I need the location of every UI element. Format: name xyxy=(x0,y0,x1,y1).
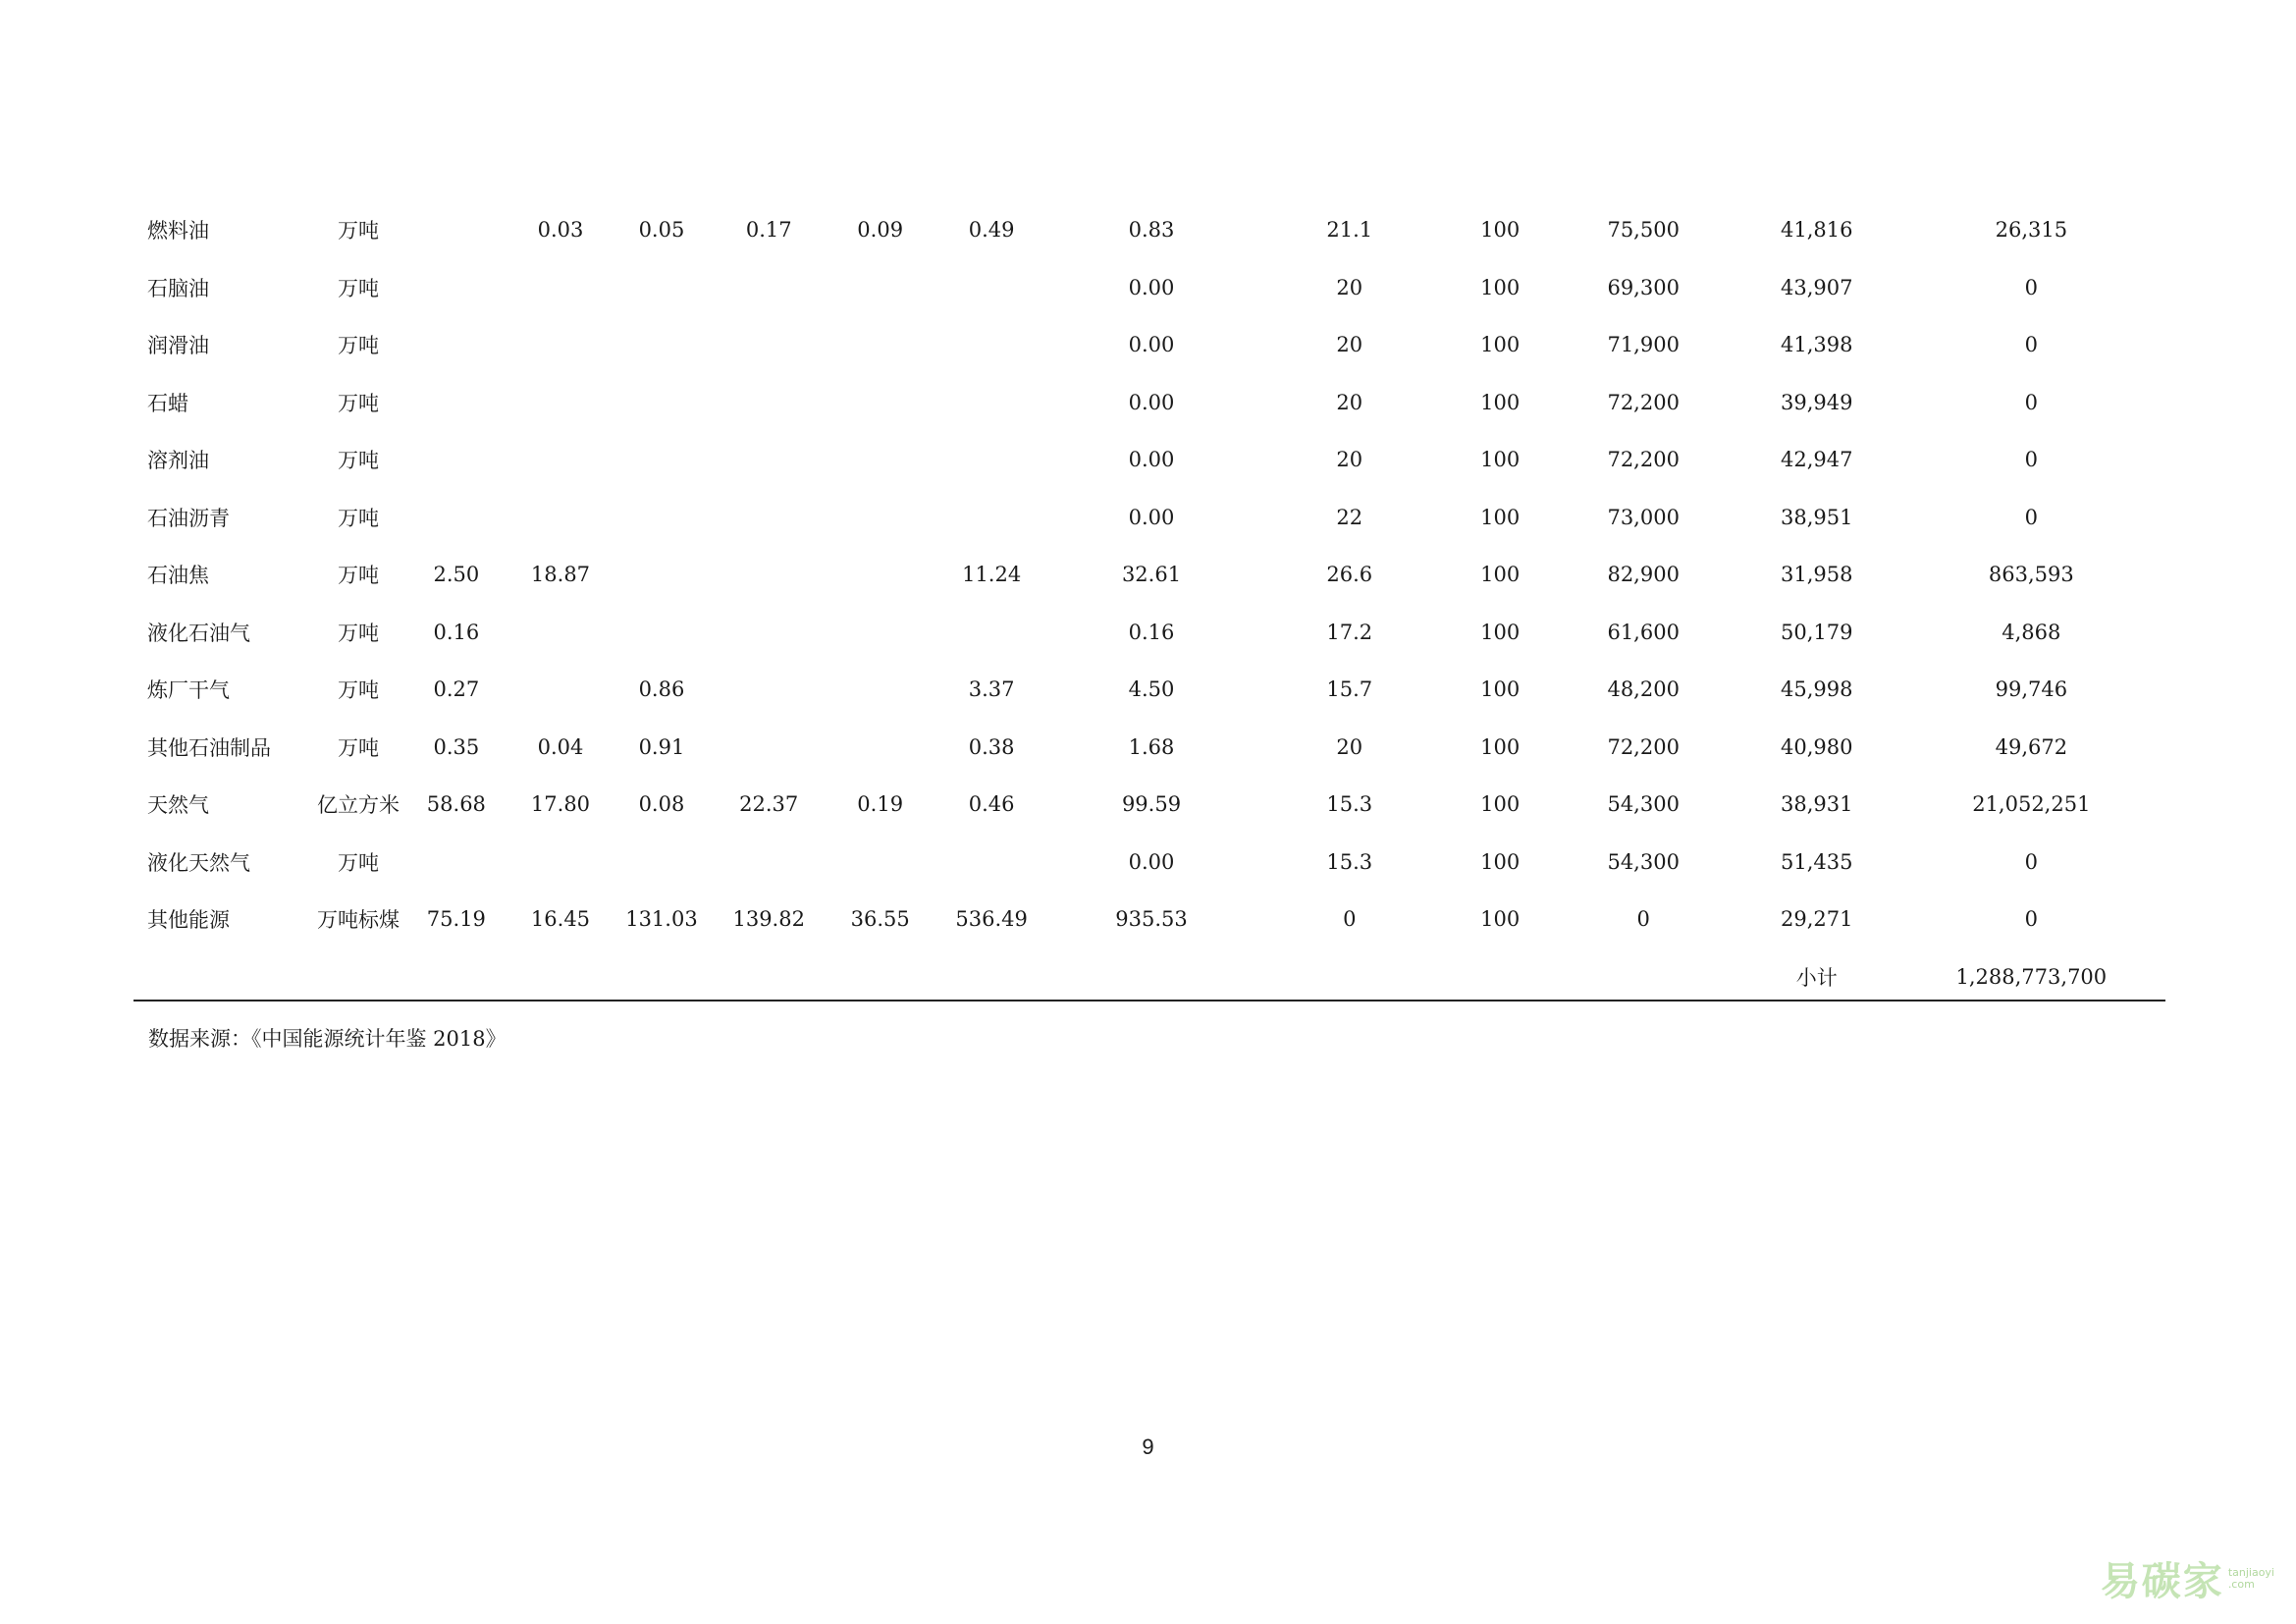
cell-unit: 万吨 xyxy=(338,564,380,588)
cell-c6 xyxy=(930,431,1053,489)
cell-total: 0.00 xyxy=(1128,390,1175,414)
cell-c3 xyxy=(616,259,707,317)
table-row xyxy=(133,489,2165,547)
cell-c5 xyxy=(830,259,930,317)
cell-oxidation: 100 xyxy=(1480,792,1521,817)
cell-unit: 万吨 xyxy=(338,276,380,300)
cell-emission: 42,947 xyxy=(1780,448,1853,472)
cell-oxidation: 100 xyxy=(1480,275,1521,299)
cell-heat: 20 xyxy=(1336,390,1363,414)
cell-unit: 万吨 xyxy=(338,334,380,358)
cell-c5 xyxy=(830,661,930,719)
cell-c3 xyxy=(616,316,707,374)
cell-co2: 21,052,251 xyxy=(1972,792,2091,817)
cell-c2 xyxy=(505,316,615,374)
cell-unit: 万吨 xyxy=(338,391,380,415)
cell-c2 xyxy=(505,431,615,489)
table-row xyxy=(133,891,2165,948)
cell-c4 xyxy=(707,834,830,892)
cell-c6: 11.24 xyxy=(962,563,1022,587)
cell-c4 xyxy=(707,604,830,662)
cell-co2: 4,868 xyxy=(2002,620,2061,644)
cell-factor: 71,900 xyxy=(1607,333,1680,357)
cell-c4 xyxy=(707,431,830,489)
cell-total: 32.61 xyxy=(1121,563,1182,587)
empty-cell xyxy=(309,948,408,1006)
cell-c2 xyxy=(505,374,615,432)
cell-c1 xyxy=(407,316,505,374)
cell-unit: 亿立方米 xyxy=(317,793,400,818)
cell-heat: 15.3 xyxy=(1326,849,1373,874)
cell-name: 石油沥青 xyxy=(147,506,230,530)
cell-c1 xyxy=(407,374,505,432)
cell-c2 xyxy=(505,604,615,662)
cell-name: 炼厂干气 xyxy=(147,678,230,703)
cell-total: 0.00 xyxy=(1128,505,1175,529)
cell-oxidation: 100 xyxy=(1480,620,1521,644)
cell-c3: 131.03 xyxy=(625,907,698,932)
cell-total: 935.53 xyxy=(1115,907,1188,932)
cell-c5 xyxy=(830,374,930,432)
emission-table-area xyxy=(133,201,2165,1005)
cell-c6: 0.38 xyxy=(968,734,1015,759)
cell-c3 xyxy=(616,431,707,489)
cell-heat: 15.3 xyxy=(1326,792,1373,817)
watermark-domain xyxy=(2228,1567,2274,1591)
cell-emission: 41,816 xyxy=(1780,218,1853,243)
cell-emission: 38,951 xyxy=(1780,505,1853,529)
cell-factor: 48,200 xyxy=(1607,677,1680,702)
table-row xyxy=(133,316,2165,374)
cell-oxidation: 100 xyxy=(1480,563,1521,587)
table-row xyxy=(133,431,2165,489)
cell-co2: 0 xyxy=(2024,333,2039,357)
cell-c5 xyxy=(830,489,930,547)
cell-emission: 43,907 xyxy=(1780,275,1853,299)
cell-c1: 2.50 xyxy=(433,563,480,587)
table-row xyxy=(133,604,2165,662)
cell-name: 液化天然气 xyxy=(147,850,250,875)
cell-factor: 0 xyxy=(1636,907,1650,932)
cell-c3: 0.91 xyxy=(638,734,685,759)
cell-oxidation: 100 xyxy=(1480,505,1521,529)
cell-c2: 0.03 xyxy=(537,218,584,243)
cell-co2: 863,593 xyxy=(1988,563,2074,587)
cell-co2: 26,315 xyxy=(1995,218,2068,243)
cell-name: 燃料油 xyxy=(147,219,209,244)
cell-c2 xyxy=(505,489,615,547)
cell-factor: 61,600 xyxy=(1607,620,1680,644)
cell-c1: 58.68 xyxy=(426,792,486,817)
cell-factor: 72,200 xyxy=(1607,390,1680,414)
cell-unit: 万吨 xyxy=(338,506,380,530)
cell-c4 xyxy=(707,374,830,432)
cell-c1: 75.19 xyxy=(426,907,486,932)
empty-cell xyxy=(1250,948,1450,1006)
cell-c2: 16.45 xyxy=(530,907,591,932)
cell-c1: 0.16 xyxy=(433,620,480,644)
empty-cell xyxy=(133,948,309,1006)
cell-name: 天然气 xyxy=(147,793,209,818)
cell-c4 xyxy=(707,719,830,777)
cell-unit: 万吨 xyxy=(338,735,380,760)
cell-c3 xyxy=(616,489,707,547)
cell-emission: 38,931 xyxy=(1780,792,1853,817)
cell-oxidation: 100 xyxy=(1480,390,1521,414)
cell-factor: 75,500 xyxy=(1607,218,1680,243)
cell-unit: 万吨 xyxy=(338,678,380,703)
cell-c4 xyxy=(707,489,830,547)
cell-c6 xyxy=(930,259,1053,317)
cell-c2: 0.04 xyxy=(537,734,584,759)
cell-c4: 22.37 xyxy=(739,792,799,817)
cell-emission: 40,980 xyxy=(1780,734,1853,759)
cell-emission: 45,998 xyxy=(1780,677,1853,702)
cell-name: 液化石油气 xyxy=(147,621,250,645)
cell-c5 xyxy=(830,431,930,489)
empty-cell xyxy=(830,948,930,1006)
cell-emission: 51,435 xyxy=(1780,849,1853,874)
cell-name: 其他能源 xyxy=(147,908,230,933)
watermark-text: 易碳家 xyxy=(2100,1559,2224,1604)
empty-cell xyxy=(407,948,505,1006)
cell-total: 0.00 xyxy=(1128,333,1175,357)
cell-total: 0.83 xyxy=(1128,218,1175,243)
cell-c4: 0.17 xyxy=(745,218,792,243)
table-row xyxy=(133,661,2165,719)
cell-unit: 万吨 xyxy=(338,621,380,645)
cell-co2: 49,672 xyxy=(1995,734,2068,759)
cell-c2 xyxy=(505,834,615,892)
cell-oxidation: 100 xyxy=(1480,333,1521,357)
cell-c2: 17.80 xyxy=(530,792,591,817)
cell-c6: 3.37 xyxy=(968,677,1015,702)
cell-c5 xyxy=(830,834,930,892)
cell-heat: 0 xyxy=(1343,907,1357,932)
table-row xyxy=(133,259,2165,317)
cell-co2: 0 xyxy=(2024,907,2039,932)
table-row xyxy=(133,719,2165,777)
cell-c2 xyxy=(505,259,615,317)
cell-emission: 29,271 xyxy=(1780,907,1853,932)
empty-cell xyxy=(930,948,1053,1006)
cell-co2: 0 xyxy=(2024,505,2039,529)
cell-total: 0.00 xyxy=(1128,275,1175,299)
cell-co2: 0 xyxy=(2024,390,2039,414)
cell-heat: 17.2 xyxy=(1326,620,1373,644)
empty-cell xyxy=(1053,948,1250,1006)
page-number: 9 xyxy=(1142,1435,1154,1459)
cell-c3 xyxy=(616,604,707,662)
cell-c4 xyxy=(707,661,830,719)
cell-c6 xyxy=(930,374,1053,432)
cell-co2: 0 xyxy=(2024,849,2039,874)
cell-heat: 20 xyxy=(1336,734,1363,759)
table-bottom-rule xyxy=(133,1000,2165,1001)
cell-heat: 15.7 xyxy=(1326,677,1373,702)
cell-c4 xyxy=(707,546,830,604)
cell-name: 润滑油 xyxy=(147,334,209,358)
cell-oxidation: 100 xyxy=(1480,849,1521,874)
empty-cell xyxy=(505,948,615,1006)
cell-oxidation: 100 xyxy=(1480,677,1521,702)
cell-c3: 0.05 xyxy=(638,218,685,243)
cell-factor: 54,300 xyxy=(1607,849,1680,874)
emission-data-table xyxy=(133,201,2165,1005)
watermark-domain-line1: tanjiaoyi xyxy=(2227,1565,2274,1579)
cell-c5: 0.19 xyxy=(857,792,904,817)
cell-emission: 50,179 xyxy=(1780,620,1853,644)
cell-oxidation: 100 xyxy=(1480,907,1521,932)
cell-unit: 万吨 xyxy=(338,850,380,875)
cell-c5: 0.09 xyxy=(857,218,904,243)
cell-total: 99.59 xyxy=(1121,792,1182,817)
cell-factor: 73,000 xyxy=(1607,505,1680,529)
cell-c1 xyxy=(407,201,505,259)
cell-heat: 21.1 xyxy=(1326,218,1373,243)
empty-cell xyxy=(1551,948,1736,1006)
cell-c6: 0.46 xyxy=(968,792,1015,817)
cell-c5 xyxy=(830,604,930,662)
cell-total: 1.68 xyxy=(1128,734,1175,759)
table-row xyxy=(133,546,2165,604)
cell-total: 0.16 xyxy=(1128,620,1175,644)
table-row xyxy=(133,374,2165,432)
cell-co2: 99,746 xyxy=(1995,677,2068,702)
cell-c4: 139.82 xyxy=(732,907,805,932)
cell-c6: 536.49 xyxy=(955,907,1028,932)
cell-c3 xyxy=(616,834,707,892)
cell-c6 xyxy=(930,316,1053,374)
empty-cell xyxy=(616,948,707,1006)
cell-c1 xyxy=(407,834,505,892)
subtotal-value: 1,288,773,700 xyxy=(1955,964,2108,989)
cell-name: 石脑油 xyxy=(147,276,209,300)
cell-c4 xyxy=(707,316,830,374)
cell-c3 xyxy=(616,374,707,432)
cell-c6 xyxy=(930,604,1053,662)
table-row xyxy=(133,776,2165,834)
cell-unit: 万吨 xyxy=(338,219,380,244)
cell-c1 xyxy=(407,431,505,489)
cell-total: 4.50 xyxy=(1128,677,1175,702)
cell-c2 xyxy=(505,661,615,719)
cell-factor: 72,200 xyxy=(1607,734,1680,759)
cell-c1: 0.35 xyxy=(433,734,480,759)
cell-c1 xyxy=(407,259,505,317)
cell-c3 xyxy=(616,546,707,604)
cell-unit: 万吨 xyxy=(338,449,380,473)
cell-c6 xyxy=(930,834,1053,892)
cell-name: 其他石油制品 xyxy=(147,735,271,760)
table-body xyxy=(133,201,2165,1005)
cell-name: 溶剂油 xyxy=(147,449,209,473)
subtotal-label: 小计 xyxy=(1795,965,1838,990)
watermark-domain-line2: .com xyxy=(2227,1577,2255,1591)
cell-heat: 20 xyxy=(1336,333,1363,357)
cell-heat: 26.6 xyxy=(1326,563,1373,587)
cell-unit: 万吨标煤 xyxy=(317,908,400,933)
cell-oxidation: 100 xyxy=(1480,218,1521,243)
cell-heat: 20 xyxy=(1336,275,1363,299)
watermark-logo xyxy=(2101,1550,2274,1606)
cell-c2: 18.87 xyxy=(530,563,591,587)
cell-emission: 31,958 xyxy=(1780,563,1853,587)
cell-c1: 0.27 xyxy=(433,677,480,702)
cell-heat: 20 xyxy=(1336,448,1363,472)
cell-factor: 82,900 xyxy=(1607,563,1680,587)
cell-emission: 39,949 xyxy=(1780,390,1853,414)
cell-c5 xyxy=(830,546,930,604)
cell-factor: 54,300 xyxy=(1607,792,1680,817)
cell-name: 石蜡 xyxy=(147,391,188,415)
cell-total: 0.00 xyxy=(1128,448,1175,472)
cell-c5: 36.55 xyxy=(850,907,910,932)
empty-cell xyxy=(1450,948,1551,1006)
subtotal-row xyxy=(133,948,2165,1006)
cell-c3: 0.86 xyxy=(638,677,685,702)
cell-heat: 22 xyxy=(1336,505,1363,529)
cell-emission: 41,398 xyxy=(1780,333,1853,357)
table-row xyxy=(133,834,2165,892)
cell-c1 xyxy=(407,489,505,547)
source-note: 数据来源：《中国能源统计年鉴 2018》 xyxy=(148,1027,507,1051)
cell-name: 石油焦 xyxy=(147,564,209,588)
empty-cell xyxy=(707,948,830,1006)
cell-factor: 69,300 xyxy=(1607,275,1680,299)
cell-oxidation: 100 xyxy=(1480,448,1521,472)
cell-co2: 0 xyxy=(2024,275,2039,299)
cell-c6 xyxy=(930,489,1053,547)
cell-total: 0.00 xyxy=(1128,849,1175,874)
table-row xyxy=(133,201,2165,259)
cell-c5 xyxy=(830,316,930,374)
cell-c4 xyxy=(707,259,830,317)
cell-c6: 0.49 xyxy=(968,218,1015,243)
cell-co2: 0 xyxy=(2024,448,2039,472)
cell-c3: 0.08 xyxy=(638,792,685,817)
cell-factor: 72,200 xyxy=(1607,448,1680,472)
cell-c5 xyxy=(830,719,930,777)
cell-oxidation: 100 xyxy=(1480,734,1521,759)
